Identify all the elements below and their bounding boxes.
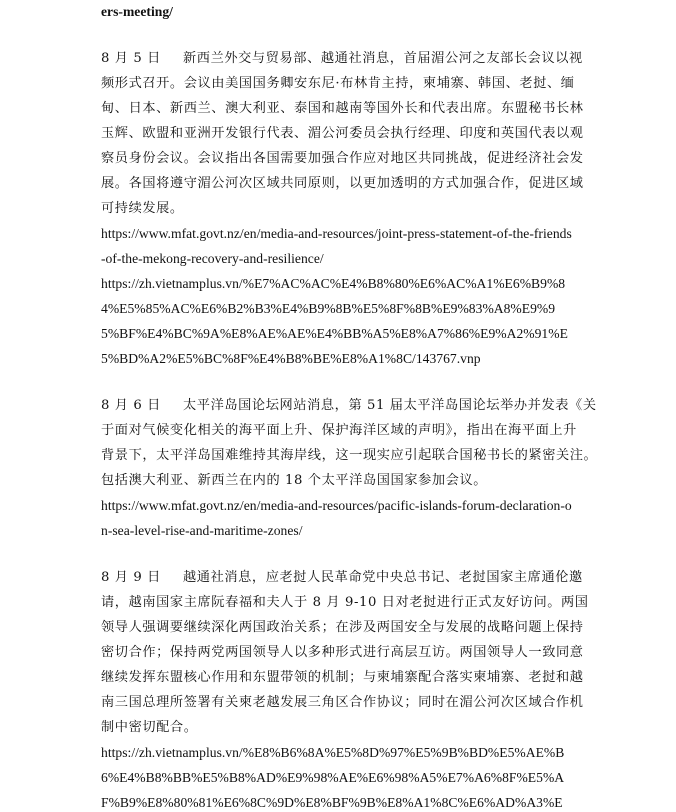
- entry-text: 甸、日本、新西兰、澳大利亚、泰国和越南等国外长和代表出席。东盟秘书长林: [101, 101, 584, 116]
- entry-text: 太平洋岛国论坛网站消息，第 51 届太平洋岛国论坛举办并发表《关: [183, 398, 597, 413]
- entry-text: 频形式召开。会议由美国国务卿安东尼·布林肯主持，柬埔寨、韩国、老挝、缅: [101, 76, 575, 91]
- entry-first-line: [101, 397, 597, 415]
- entry-date: 8 月 6 日: [101, 398, 161, 413]
- entry-text: 领导人强调要继续深化两国政治关系；在涉及两国安全与发展的战略问题上保持: [101, 620, 584, 635]
- source-url[interactable]: F%B9%E8%80%81%E6%8C%9D%E8%BF%9B%E8%A1%8C%E6%AD%A3%E: [101, 795, 563, 810]
- source-url[interactable]: -of-the-mekong-recovery-and-resilience/: [101, 251, 324, 266]
- entry-text: 背景下，太平洋岛国难维持其海岸线，这一现实应引起联合国秘书长的紧密关注。: [101, 448, 598, 463]
- source-url[interactable]: 5%BF%E4%BC%9A%E8%AE%AE%E4%BB%A5%E8%A7%86%E9%A2%91%E: [101, 326, 568, 341]
- entry-text: 察员身份会议。会议指出各国需要加强合作应对地区共同挑战，促进经济社会发: [101, 151, 584, 166]
- source-url[interactable]: https://www.mfat.govt.nz/en/media-and-resources/joint-press-statement-of-the-friends: [101, 226, 572, 241]
- url-fragment: ers-meeting/: [101, 4, 173, 19]
- entry-text: 展。各国将遵守湄公河次区域共同原则，以更加透明的方式加强合作，促进区域: [101, 176, 584, 191]
- source-url[interactable]: https://www.mfat.govt.nz/en/media-and-resources/pacific-islands-forum-declaration-o: [101, 498, 572, 513]
- source-url[interactable]: https://zh.vietnamplus.vn/%E8%B6%8A%E5%8D%97%E5%9B%BD%E5%AE%B: [101, 745, 565, 760]
- source-url[interactable]: https://zh.vietnamplus.vn/%E7%AC%AC%E4%B8%80%E6%AC%A1%E6%B9%8: [101, 276, 566, 291]
- entry-text: 于面对气候变化相关的海平面上升、保护海洋区域的声明》，指出在海平面上升: [101, 423, 577, 438]
- entry-text: 密切合作；保持两党两国领导人以多种形式进行高层互访。两国领导人一致同意: [101, 645, 584, 660]
- entry-first-line: [101, 569, 583, 587]
- entry-text: 制中密切配合。: [101, 720, 198, 735]
- source-url[interactable]: 4%E5%85%AC%E6%B2%B3%E4%B9%8B%E5%8F%8B%E9%83%A8%E9%9: [101, 301, 556, 316]
- source-url[interactable]: n-sea-level-rise-and-maritime-zones/: [101, 523, 303, 538]
- entry-text: 继续发挥东盟核心作用和东盟带领的机制；与柬埔寨配合落实柬埔寨、老挝和越: [101, 670, 584, 685]
- source-url[interactable]: 5%BD%A2%E5%BC%8F%E4%B8%BE%E8%A1%8C/143767.vnp: [101, 351, 481, 366]
- source-url[interactable]: 6%E4%B8%BB%E5%B8%AD%E9%98%AE%E6%98%A5%E7%A6%8F%E5%A: [101, 770, 565, 785]
- entry-first-line: [101, 50, 583, 68]
- entry-text: 包括澳大利亚、新西兰在内的 18 个太平洋岛国国家参加会议。: [101, 473, 488, 488]
- entry-date: 8 月 5 日: [101, 51, 161, 66]
- entry-text: 请，越南国家主席阮春福和夫人于 8 月 9-10 日对老挝进行正式友好访问。两国: [101, 595, 589, 610]
- entry-text: 越通社消息，应老挝人民革命党中央总书记、老挝国家主席通伦邀: [183, 570, 583, 585]
- entry-text: 可持续发展。: [101, 201, 184, 216]
- entry-text: 南三国总理所签署有关柬老越发展三角区合作协议；同时在湄公河次区域合作机: [101, 695, 584, 710]
- entry-text: 玉辉、欧盟和亚洲开发银行代表、湄公河委员会执行经理、印度和英国代表以观: [101, 126, 584, 141]
- entry-text: 新西兰外交与贸易部、越通社消息，首届湄公河之友部长会议以视: [183, 51, 583, 66]
- entry-date: 8 月 9 日: [101, 570, 161, 585]
